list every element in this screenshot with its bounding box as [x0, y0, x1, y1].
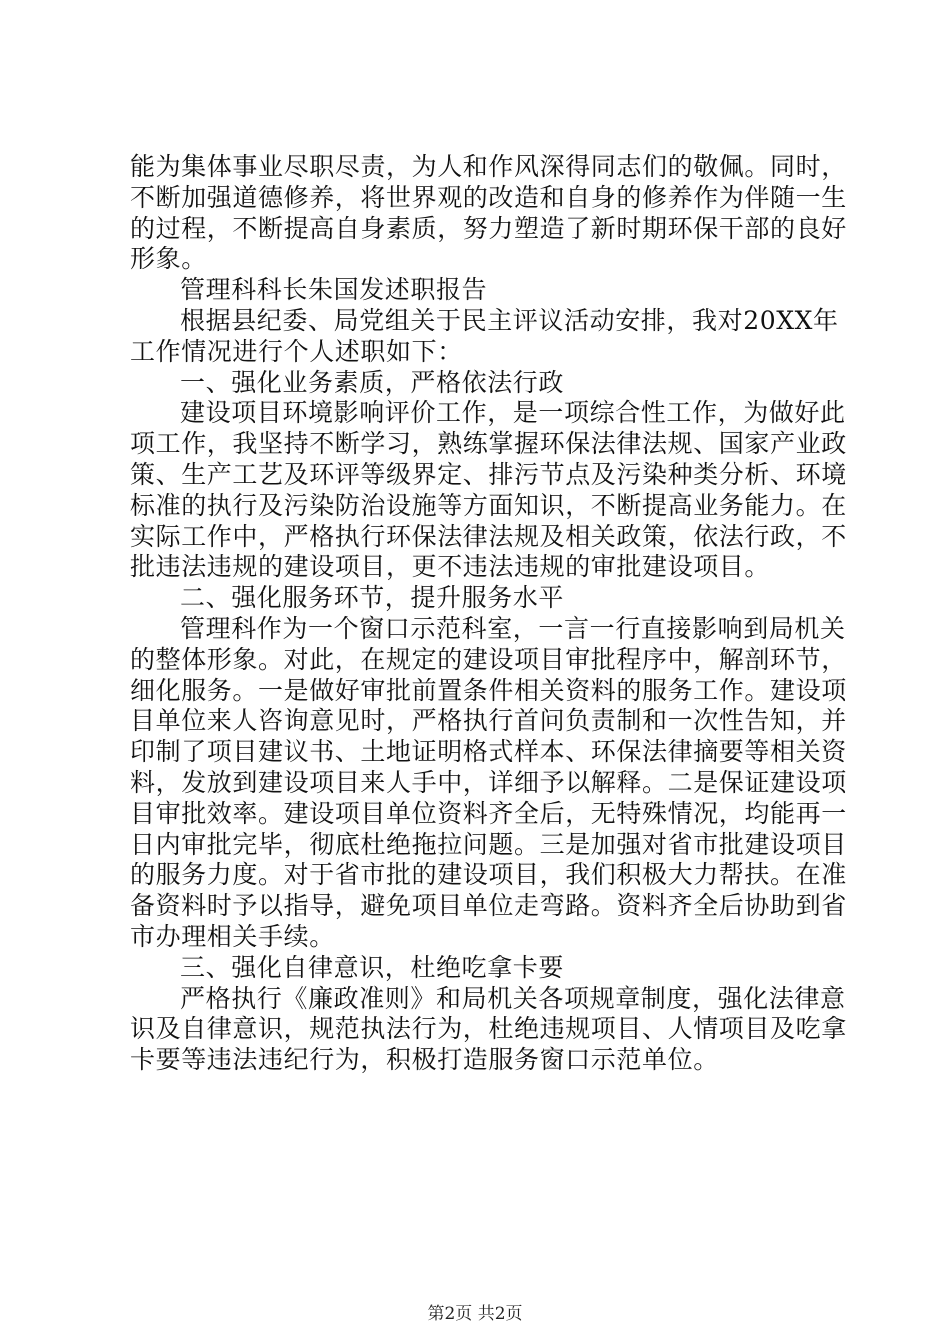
- document-body: [130, 152, 860, 1076]
- paragraph-section-3: 严格执行《廉政准则》和局机关各项规章制度，强化法律意识及自律意识，规范执法行为，杜绝违规项目、人情项目及吃拿卡要等违法违纪行为，积极打造服务窗口示范单位。: [130, 983, 847, 1075]
- page-footer: 第2页 共2页: [427, 1304, 523, 1324]
- paragraph-intro: 根据县纪委、局党组关于民主评议活动安排，我对20XX年工作情况进行个人述职如下：: [130, 305, 839, 366]
- report-title: 管理科科长朱国发述职报告: [180, 275, 488, 305]
- paragraph-section-2: 管理科作为一个窗口示范科室，一言一行直接影响到局机关的整体形象。对此，在规定的建设项目审批程序中，解剖环节，细化服务。一是做好审批前置条件相关资料的服务工作。建设项目单位来人咨询意见时，严格执行首问负责制和一次性告知，并印制了项目建议书、土地证明格式样本、环保法律摘要等相关资料，发放到建设项目来人手中，详细予以解释。二是保证建设项目审批效率。建设项目单位资料齐全后，无特殊情况，均能再一日内审批完毕，彻底杜绝拖拉问题。三是加强对省市批建设项目的服务力度。对于省市批的建设项目，我们积极大力帮扶。在准备资料时予以指导，避免项目单位走弯路。资料齐全后协助到省市办理相关手续。: [130, 613, 847, 951]
- paragraph-section-1: 建设项目环境影响评价工作，是一项综合性工作，为做好此项工作，我坚持不断学习，熟练掌握环保法律法规、国家产业政策、生产工艺及环评等级界定、排污节点及污染种类分析、环境标准的执行及污染防治设施等方面知识，不断提高业务能力。在实际工作中，严格执行环保法律法规及相关政策，依法行政，不批违法违规的建设项目，更不违法违规的审批建设项目。: [130, 398, 847, 582]
- section-heading-3: 三、强化自律意识，杜绝吃拿卡要: [180, 952, 565, 982]
- paragraph-continuation: 能为集体事业尽职尽责，为人和作风深得同志们的敬佩。同时，不断加强道德修养，将世界观的改造和自身的修养作为伴随一生的过程，不断提高自身素质，努力塑造了新时期环保干部的良好形象。: [130, 152, 847, 274]
- section-heading-1: 一、强化业务素质，严格依法行政: [180, 367, 565, 397]
- section-heading-2: 二、强化服务环节，提升服务水平: [180, 583, 565, 613]
